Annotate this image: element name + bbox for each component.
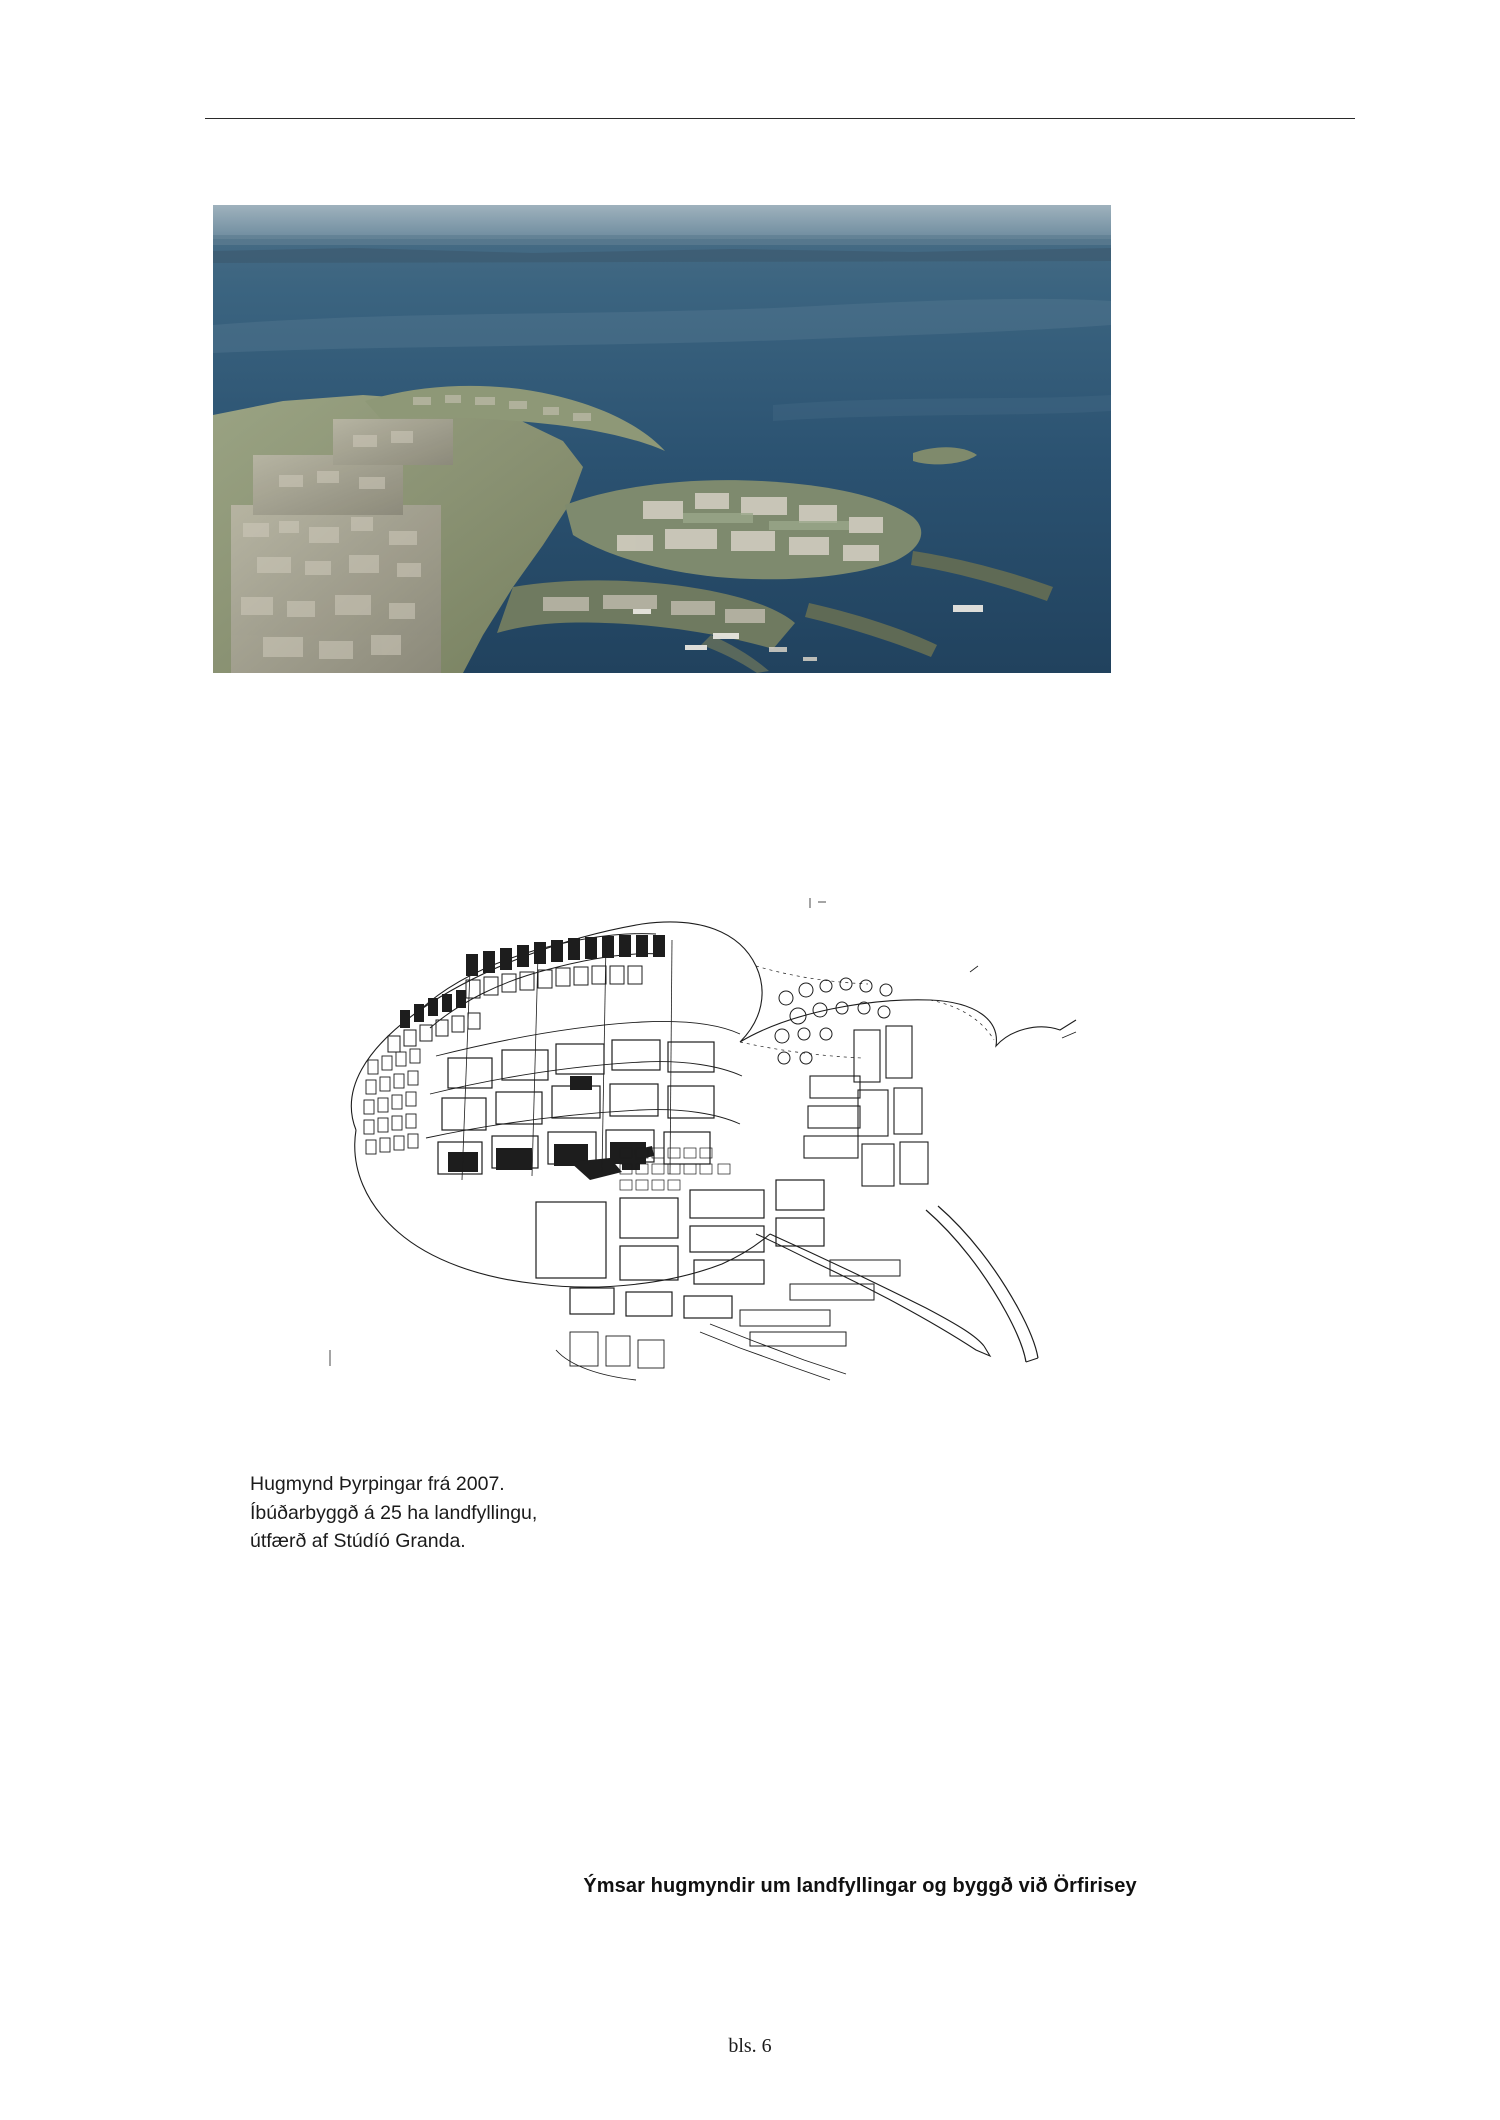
aerial-photograph-orfirisey-reykjavik-harbour [213,205,1111,673]
page-number: bls. 6 [728,2035,772,2057]
site-plan-drawing-proposed-housing-landfill [270,880,1100,1410]
figure-caption: Hugmynd Þyrpingar frá 2007. Íbúðarbyggð á 25 ha landfyllingu, útfærð af Stúdíó Granda. [250,1473,538,1553]
footer-heading: Ýmsar hugmyndir um landfyllingar og byggð við Örfirisey [583,1875,1137,1897]
header-rule [205,118,1355,119]
